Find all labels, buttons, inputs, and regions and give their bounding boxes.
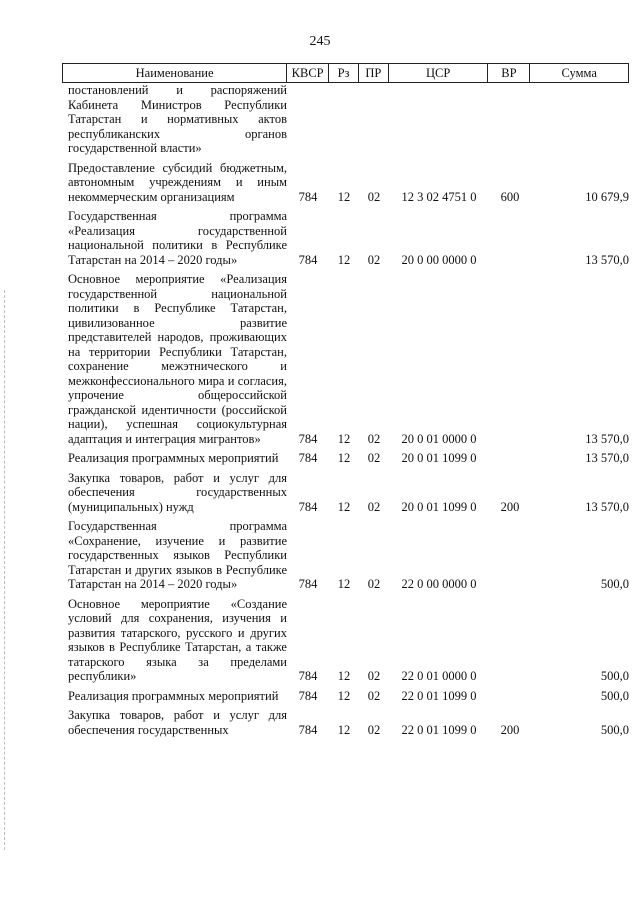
cell-csr: 20 0 01 0000 0 [401, 431, 477, 446]
cell-rz: 12 [337, 451, 351, 465]
table-row [62, 272, 629, 446]
column-header-rz: Рз [329, 64, 359, 82]
cell-pr: 02 [367, 499, 381, 514]
cell-csr: 20 0 01 1099 0 [401, 451, 477, 465]
table-row [62, 83, 629, 156]
cell-kvsr: 784 [298, 252, 318, 267]
cell-name: Государственная программа «Реализация государственной национальной политики в Республике Татарстан на 2014 – 2020 годы» [68, 209, 287, 267]
cell-sum: 500,0 [600, 577, 629, 591]
table-row [62, 708, 629, 737]
cell-sum: 500,0 [600, 669, 629, 683]
cell-csr: 22 0 01 1099 0 [401, 722, 477, 737]
cell-rz: 12 [337, 688, 351, 703]
page-number: 245 [309, 34, 331, 49]
column-header-sum: Сумма [561, 66, 597, 80]
cell-pr: 02 [367, 577, 381, 591]
cell-csr: 22 0 01 0000 0 [401, 669, 477, 683]
cell-name: Предоставление субсидий бюджетным, автономным учреждениям и иным некоммерческим организациям [68, 160, 287, 204]
table-row [62, 161, 629, 205]
cell-pr: 02 [367, 252, 381, 267]
cell-kvsr: 784 [298, 499, 318, 514]
margin-dashes [4, 290, 6, 850]
cell-csr: 22 0 01 1099 0 [401, 688, 477, 703]
cell-name: Закупка товаров, работ и услуг для обеспечения государственных (муниципальных) нужд [68, 470, 287, 514]
table-row [62, 689, 629, 704]
table-body [62, 83, 629, 742]
cell-pr: 02 [367, 688, 381, 703]
cell-sum: 13 570,0 [585, 252, 629, 267]
cell-rz: 12 [337, 722, 351, 737]
cell-vr: 600 [500, 189, 520, 204]
cell-vr: 200 [500, 722, 520, 737]
table-row [62, 471, 629, 515]
cell-csr: 20 0 01 1099 0 [401, 499, 477, 514]
cell-sum: 10 679,9 [585, 189, 629, 204]
cell-name: Основное мероприятие «Реализация государственной национальной политики в Республике Татарстан, цивилизованное развитие представителей народов, проживающих на территории Республики Татарстан, сохранение межэтнического и межконфессионального мира и согласия, упрочение общероссийской гражданской идентичности (российской нации), успешная социокультурная адаптация и интеграция мигрантов» [68, 272, 287, 446]
cell-sum: 500,0 [600, 688, 629, 703]
cell-rz: 12 [337, 499, 351, 514]
cell-name: Реализация программных мероприятий [68, 688, 279, 703]
table-row [62, 451, 629, 466]
cell-pr: 02 [367, 669, 381, 683]
cell-sum: 13 570,0 [585, 451, 629, 465]
cell-name: Закупка товаров, работ и услуг для обеспечения государственных [68, 708, 287, 737]
table-row [62, 209, 629, 267]
cell-pr: 02 [367, 451, 381, 465]
cell-csr: 22 0 00 0000 0 [401, 577, 477, 591]
cell-rz: 12 [337, 577, 351, 591]
cell-name: постановлений и распоряжений Кабинета Министров Республики Татарстан и нормативных актов республиканских органов государственной власти» [68, 83, 287, 155]
cell-pr: 02 [367, 431, 381, 446]
cell-kvsr: 784 [298, 189, 318, 204]
table-row [62, 597, 629, 684]
cell-kvsr: 784 [298, 669, 318, 683]
cell-name: Реализация программных мероприятий [68, 451, 279, 465]
cell-name: Основное мероприятие «Создание условий для сохранения, изучения и развития татарского, русского и других языков в Республике Татарстан, а также татарского языка за пределами республики» [68, 596, 287, 683]
table-header [62, 63, 629, 83]
column-header-kvsr: КВСР [287, 64, 329, 82]
cell-csr: 20 0 00 0000 0 [401, 252, 477, 267]
cell-rz: 12 [337, 252, 351, 267]
column-header-name: Наименование [63, 64, 287, 82]
cell-csr: 12 3 02 4751 0 [401, 189, 477, 204]
column-header-pr: ПР [359, 64, 389, 82]
cell-sum: 500,0 [600, 722, 629, 737]
cell-kvsr: 784 [298, 577, 318, 591]
cell-kvsr: 784 [298, 722, 318, 737]
cell-kvsr: 784 [298, 431, 318, 446]
cell-kvsr: 784 [298, 688, 318, 703]
cell-name: Государственная программа «Сохранение, изучение и развитие государственных языков Республики Татарстан и других языков в Республике Татарстан на 2014 – 2020 годы» [68, 519, 287, 591]
cell-sum: 13 570,0 [585, 499, 629, 514]
table-row [62, 519, 629, 592]
cell-kvsr: 784 [298, 451, 318, 465]
cell-rz: 12 [337, 431, 351, 446]
cell-rz: 12 [337, 189, 351, 204]
cell-pr: 02 [367, 189, 381, 204]
column-header-vr: ВР [488, 64, 530, 82]
cell-sum: 13 570,0 [585, 431, 629, 446]
cell-vr: 200 [500, 499, 520, 514]
column-header-csr: ЦСР [389, 64, 489, 82]
cell-pr: 02 [367, 722, 381, 737]
cell-rz: 12 [337, 669, 351, 683]
